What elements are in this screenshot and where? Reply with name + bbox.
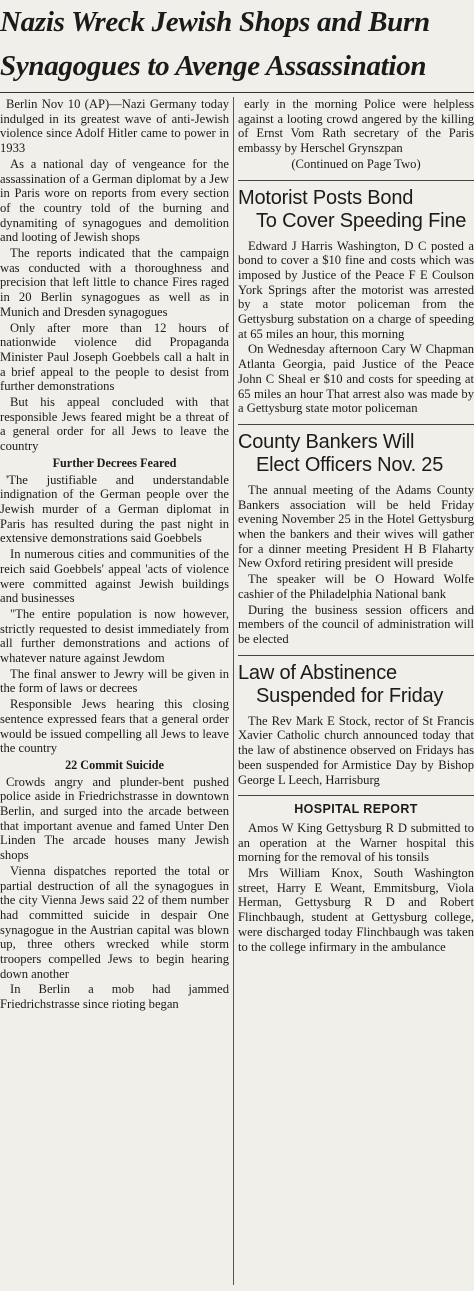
headline-divider [0, 92, 474, 93]
hospital-paragraph: Amos W King Gettysburg R D submitted to an operation at the Warner hospital this morning for the removal of his tonsils [238, 820, 474, 865]
section-paragraph: The final answer to Jewry will be given in the form of laws or decrees [0, 666, 229, 696]
hospital-paragraph: Mrs William Knox, South Washington street, Harry E Weant, Emmitsburg, Viola Herman, Gettysburg R D and Robert Flinchbaugh, student at Gettysburg college, were discharged today Flinchbaugh was taken to the college infirmary in the ambulance [238, 866, 474, 954]
headline-line-2: Synagogues to Avenge Assassination [0, 50, 427, 82]
section-commit-suicide [0, 775, 229, 1012]
story-headline-line: County Bankers Will [238, 430, 415, 453]
section-further-decrees [0, 473, 229, 756]
section-paragraph: In numerous cities and communities of the reich said Goebbels' appeal 'acts of violence were committed against Jewish buildings and businesses [0, 547, 229, 606]
lead-paragraph: Only after more than 12 hours of nationwide violence did Propaganda Minister Paul Joseph Goebbels call a halt in a brief appeal to the people to desist from further demonstrations [0, 320, 229, 394]
story-headline-line: Motorist Posts Bond [238, 186, 414, 209]
right-column [238, 97, 474, 1291]
story-bankers-headline [238, 424, 474, 477]
section-paragraph: "The entire population is now however, strictly requested to desist immediately from all further demonstrations and actions of whatever nature against Jewdom [0, 606, 229, 666]
lead-paragraph: Berlin Nov 10 (AP)—Nazi Germany today indulged in its greatest wave of anti-Jewish violence since Adolf Hitler came to power in 1933 [0, 97, 229, 156]
story-headline-line: Law of Abstinence [238, 661, 397, 684]
story-paragraph: Edward J Harris Washington, D C posted a bond to cover a $10 fine and costs which was imposed by Justice of the Peace F E Coulson York Springs after the motorist was arrested by a state motor policeman from the Gettysburg substation on a charge of speeding at 65 miles an hour, this morning [238, 238, 474, 341]
column-divider [233, 97, 234, 1285]
section-paragraph: Responsible Jews hearing this closing sentence expressed fears that a general order would be issued compelling all Jews to leave the country [0, 697, 229, 756]
hospital-report-heading: HOSPITAL REPORT [238, 795, 474, 817]
story-paragraph: The Rev Mark E Stock, rector of St Francis Xavier Catholic church announced today that the law of abstinence observed on Fridays has been suspended for Armistice Day by Bishop George L Leech, Harrisburg [238, 713, 474, 787]
lead-story-body [0, 97, 229, 454]
story-headline-line: Suspended for Friday [256, 684, 444, 707]
headline-line-1: Nazis Wreck Jewish Shops and Burn [0, 6, 430, 38]
continued-note: (Continued on Page Two) [291, 156, 421, 171]
section-paragraph: In Berlin a mob had jammed Friedrichstrasse since rioting began [0, 982, 229, 1012]
subhead-commit-suicide: 22 Commit Suicide [65, 757, 164, 772]
story-headline-line: Elect Officers Nov. 25 [256, 453, 444, 476]
story-paragraph: The speaker will be O Howard Wolfe cashier of the Philadelphia National bank [238, 572, 474, 601]
story-abstinence-headline [238, 655, 474, 708]
story-motorist-headline [238, 180, 474, 233]
story-headline-line: To Cover Speeding Fine [256, 209, 467, 232]
continued-paragraph: early in the morning Police were helpless against a looting crowd angered by the killing of Ernst Vom Rath secretary of the Paris embassy by Herschel Grynszpan [238, 97, 474, 156]
section-paragraph: 'The justifiable and understandable indignation of the German people over the Jewish murder of a German diplomat in Paris has resulted during the past night in extensive demonstrations said Goebbels [0, 472, 229, 546]
lead-paragraph: As a national day of vengeance for the assassination of a German diplomat by a Jew in Paris wore on reports from every section of the country told of the burning and dynamiting of synagogues and demolition and looting of Jewish shops [0, 156, 229, 245]
subhead-further-decrees: Further Decrees Feared [52, 455, 177, 470]
section-paragraph: Crowds angry and plunder-bent pushed police aside in Friedrichstrasse in downtown Berlin, and surged into the arcade between that important avenue and famed Unter Den Linden The arcade houses many Jewish shops [0, 774, 229, 863]
section-paragraph: Vienna dispatches reported the total or partial destruction of all the synagogues in the city Vienna Jews said 22 of them number had committed suicide in despair One synagogue in the Austrian capital was blown up, three others wrecked while storm troopers compelled Jews to begin hearing down another [0, 863, 229, 981]
story-paragraph: During the business session officers and members of the council of administration will be elected [238, 602, 474, 646]
story-paragraph: On Wednesday afternoon Cary W Chapman Atlanta Georgia, paid Justice of the Peace John C Sheal er $10 and costs for speeding at 65 miles an hour That arrest also was made by a Gettysburg state motor policeman [238, 342, 474, 416]
lead-paragraph: But his appeal concluded with that responsible Jews feared might be a threat of a general order for all Jews to leave the country [0, 395, 229, 454]
story-paragraph: The annual meeting of the Adams County Bankers association will be held Friday evening November 25 in the Hotel Gettysburg when the bankers and their wives will gather for a dinner meeting President H B Flaharty New Oxford retiring president will preside [238, 482, 474, 571]
lead-paragraph: The reports indicated that the campaign was conducted with a thoroughness and precision that left little to chance Fires raged in 20 Berlin synagogues as well as in Munich and Dresden synagogues [0, 246, 229, 319]
left-column [0, 97, 229, 1291]
